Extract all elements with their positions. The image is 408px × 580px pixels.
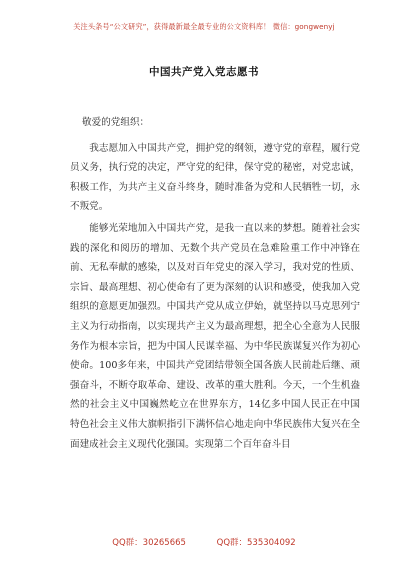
qq-group-1: QQ群：30265665 bbox=[112, 538, 186, 548]
qq-group-2: QQ群：535304092 bbox=[216, 538, 296, 548]
paragraph-2: 能够光荣地加入中国共产党，是我一直以来的梦想。随着社会实践的深化和阅历的增加、无数个共产党员在急难险重工作中冲锋在前、无私奉献的感染，以及对百年党史的深入学习，我对党的性质、宗旨、最高理想、初心使命有了更为深刻的认识和感受，使我加入党组织的意愿更加强烈。中国共产党从成立伊始，就坚持以马克思列宁主义为行动指南，以实现共产主义为最高理想，把全心全意为人民服务作为根本宗旨，把为中国人民谋幸福、为中华民族谋复兴作为初心使命。100多年来，中国共产党团结带领全国各族人民前赴后继、顽强奋斗，不断夺取革命、建设、改革的重大胜利。今天，一个生机盎然的社会主义中国巍然屹立在世界东方，14亿多中国人民正在中国特色社会主义伟大旗帜指引下满怀信心地走向中华民族伟大复兴在全面建成社会主义现代化强国。实现第二个百年奋斗目 bbox=[70, 222, 360, 450]
paragraph-1: 我志愿加入中国共产党，拥护党的纲领，遵守党的章程，履行党员义务，执行党的决定，严守党的纪律，保守党的秘密，对党忠诚，积极工作，为共产主义奋斗终身，随时准备为党和人民牺牲一切，永不叛党。 bbox=[70, 142, 360, 213]
footer-contacts bbox=[0, 536, 408, 548]
document-body bbox=[70, 113, 360, 456]
promo-banner: 关注头条号“公文研究”，获得最新最全最专业的公文资料库！ 微信：gongwenyj bbox=[73, 22, 335, 31]
document-title: 中国共产党入党志愿书 bbox=[149, 66, 259, 78]
salutation: 敬爱的党组织： bbox=[82, 117, 150, 128]
